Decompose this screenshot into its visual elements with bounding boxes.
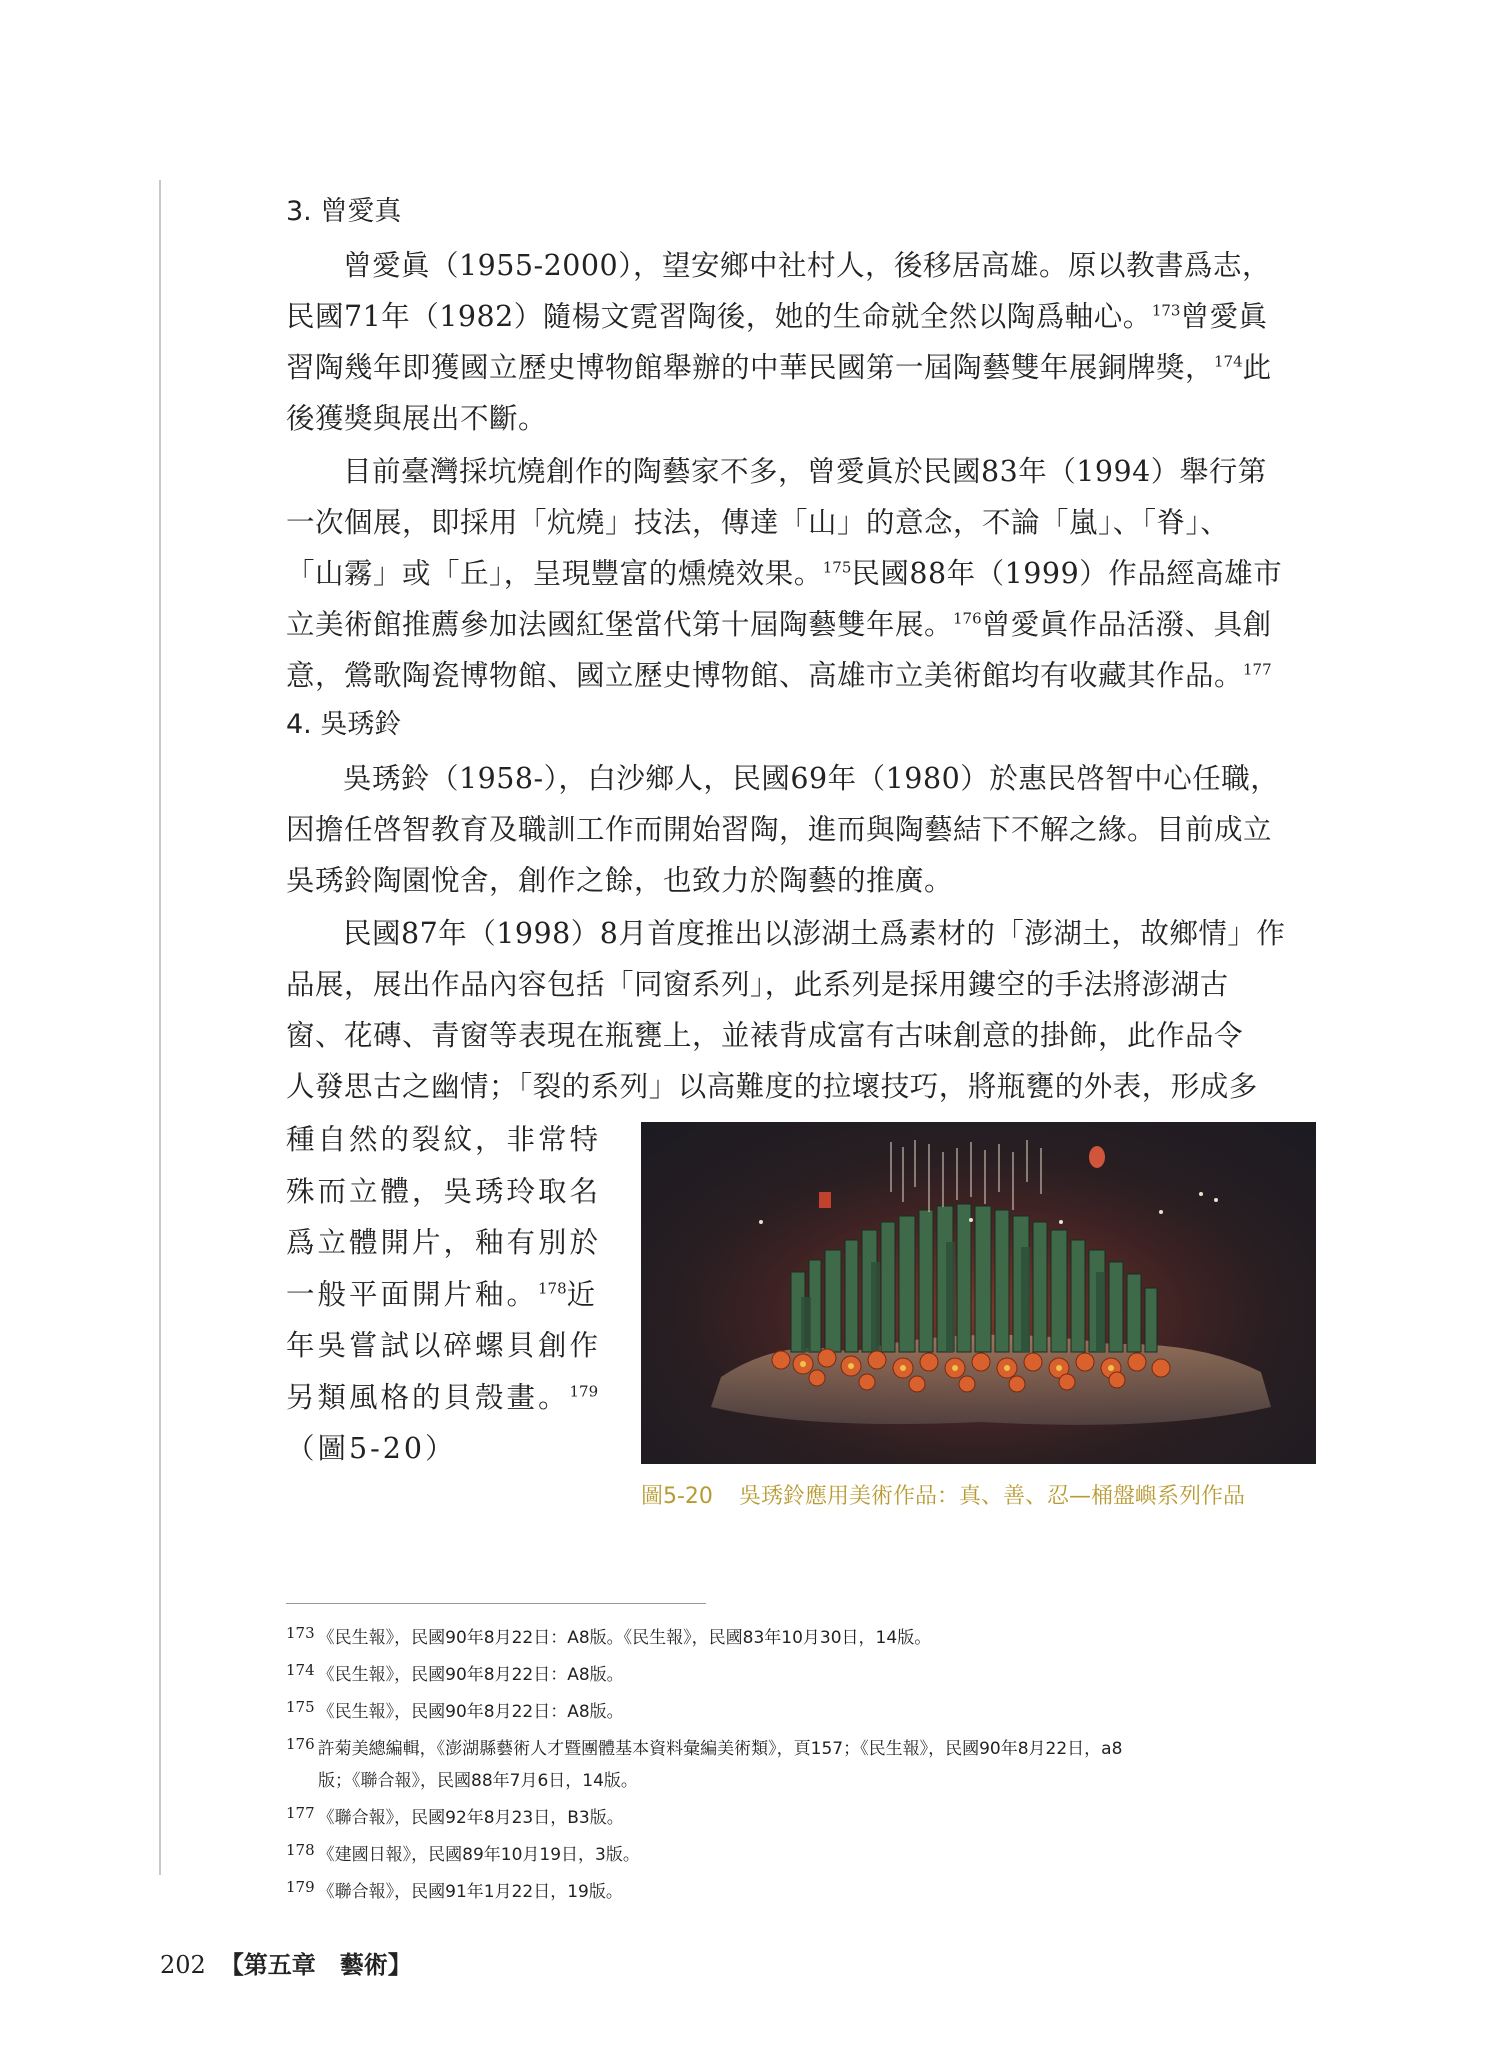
margin-rule bbox=[159, 180, 161, 1875]
footnote-text: 許菊美總編輯，《澎湖縣藝術人才暨團體基本資料彙編美術類》，頁157；《民生報》，民國90年8月22日，a8 bbox=[317, 1739, 1123, 1759]
text-line bbox=[286, 1269, 616, 1321]
text-span: 立美術館推薦參加法國紅堡當代第十屆陶藝雙年展。 bbox=[286, 608, 954, 641]
section-heading-3: 3. 曾愛真 bbox=[286, 196, 402, 227]
text-line: 民國87年（1998）8月首度推出以澎湖土爲素材的「澎湖土，故鄉情」作 bbox=[343, 917, 1286, 950]
artwork-image bbox=[641, 1122, 1316, 1464]
footnote-number: 176 bbox=[286, 1735, 315, 1753]
footnotes bbox=[286, 1617, 1316, 1908]
footnote-text: 《聯合報》，民國92年8月23日，B3版。 bbox=[317, 1808, 624, 1828]
footnote-ref[interactable]: 174 bbox=[1214, 352, 1243, 371]
text-span: 曾愛眞 bbox=[1180, 300, 1268, 333]
paragraph bbox=[286, 908, 1316, 1112]
text-span: 另類風格的貝殼畫。 bbox=[286, 1380, 570, 1414]
footnote-number: 178 bbox=[286, 1841, 315, 1859]
footnote-ref[interactable]: 177 bbox=[1243, 660, 1272, 679]
footnote-ref[interactable]: 175 bbox=[822, 558, 852, 577]
footnote-ref[interactable]: 179 bbox=[569, 1382, 599, 1400]
text-line: 目前臺灣採坑燒創作的陶藝家不多，曾愛眞於民國83年（1994）舉行第 bbox=[343, 455, 1267, 488]
footnote-number: 173 bbox=[286, 1624, 315, 1642]
text-line bbox=[286, 548, 1316, 599]
text-line: 品展，展出作品內容包括「同窗系列」，此系列是採用鏤空的手法將澎湖古 bbox=[286, 968, 1229, 1001]
main-content bbox=[286, 190, 1316, 1509]
text-line bbox=[286, 342, 1316, 393]
footnote-number: 179 bbox=[286, 1878, 315, 1896]
footnote-number: 174 bbox=[286, 1661, 315, 1679]
artwork-illustration bbox=[641, 1122, 1316, 1464]
text-line bbox=[286, 291, 1316, 342]
footnote-item bbox=[286, 1691, 1316, 1728]
footnote-item bbox=[286, 1654, 1316, 1691]
text-line: 年吳嘗試以碎螺貝創作 bbox=[286, 1329, 602, 1362]
text-span: 「山霧」或「丘」，呈現豐富的燻燒效果。 bbox=[286, 557, 823, 590]
text-line bbox=[286, 599, 1316, 650]
text-span: 民國71年（1982）隨楊文霓習陶後，她的生命就全然以陶爲軸心。 bbox=[286, 300, 1152, 333]
footnote-ref[interactable]: 176 bbox=[953, 609, 982, 628]
footnote-number: 175 bbox=[286, 1698, 315, 1716]
text-line: 爲立體開片，釉有別於 bbox=[286, 1226, 602, 1259]
text-line: 吳琇鈴（1958-），白沙鄉人，民國69年（1980）於惠民啓智中心任職， bbox=[343, 762, 1280, 795]
text-line: 吳琇鈴陶園悅舍，創作之餘，也致力於陶藝的推廣。 bbox=[286, 864, 954, 897]
paragraph bbox=[286, 753, 1316, 906]
text-line: 曾愛眞（1955-2000），望安鄉中社村人，後移居高雄。原以教書爲志， bbox=[343, 249, 1271, 282]
footnote-number: 177 bbox=[286, 1804, 315, 1822]
section-heading-4: 4. 吳琇鈴 bbox=[286, 709, 402, 740]
footnote-text: 《建國日報》，民國89年10月19日，3版。 bbox=[317, 1845, 640, 1865]
page-footer bbox=[160, 1945, 412, 1980]
footnote-text: 《民生報》，民國90年8月22日：A8版。 bbox=[317, 1702, 624, 1722]
caption-text: 吳琇鈴應用美術作品：真、善、忍—桶盤嶼系列作品 bbox=[738, 1484, 1245, 1509]
text-line: 窗、花磚、青窗等表現在瓶甕上，並裱背成富有古味創意的掛飾，此作品令 bbox=[286, 1019, 1244, 1052]
footnote-text: 《民生報》，民國90年8月22日：A8版。《民生報》，民國83年10月30日，14版。 bbox=[317, 1628, 932, 1648]
footnote-ref[interactable]: 178 bbox=[538, 1279, 567, 1297]
text-line: 一次個展，即採用「炕燒」技法，傳達「山」的意念，不論「嵐」、「脊」、 bbox=[286, 506, 1230, 539]
text-line: 種自然的裂紋，非常特 bbox=[286, 1123, 602, 1156]
text-span: 曾愛眞作品活潑、具創 bbox=[981, 608, 1272, 641]
footnote-ref[interactable]: 173 bbox=[1151, 301, 1181, 320]
text-line: 因擔任啓智教育及職訓工作而開始習陶，進而與陶藝結下不解之緣。目前成立 bbox=[286, 813, 1273, 846]
paragraph bbox=[286, 446, 1316, 701]
caption-label: 圖5-20 bbox=[641, 1484, 713, 1509]
wrapped-text bbox=[286, 1114, 616, 1475]
footnote-item bbox=[286, 1728, 1316, 1765]
text-span: 一般平面開片釉。 bbox=[286, 1277, 539, 1311]
footnote-divider bbox=[286, 1603, 706, 1604]
page-number: 202 bbox=[160, 1951, 206, 1979]
footnote-text: 《民生報》，民國90年8月22日：A8版。 bbox=[317, 1665, 624, 1685]
text-span: 意，鶯歌陶瓷博物館、國立歷史博物館、高雄市立美術館均有收藏其作品。 bbox=[286, 659, 1244, 692]
footnote-text: 《聯合報》，民國91年1月22日，19版。 bbox=[317, 1882, 623, 1902]
text-line: （圖5-20） bbox=[286, 1432, 457, 1465]
text-span: 此 bbox=[1242, 351, 1272, 384]
text-span: 近 bbox=[566, 1277, 599, 1311]
text-line: 人發思古之幽情；「裂的系列」以高難度的拉壞技巧，將瓶甕的外表，形成多 bbox=[286, 1070, 1258, 1103]
footnote-item bbox=[286, 1871, 1316, 1908]
text-line: 殊而立體，吳琇玲取名 bbox=[286, 1174, 602, 1208]
figure-caption bbox=[641, 1479, 1316, 1510]
footnote-item bbox=[286, 1617, 1316, 1654]
text-span: 習陶幾年即獲國立歷史博物館舉辦的中華民國第一屆陶藝雙年展銅牌獎， bbox=[286, 351, 1215, 384]
text-line: 後獲獎與展出不斷。 bbox=[286, 402, 548, 435]
footnote-item bbox=[286, 1797, 1316, 1834]
paragraph bbox=[286, 240, 1316, 444]
chapter-title: 【第五章 藝術】 bbox=[219, 1950, 412, 1979]
figure-wrap-block bbox=[286, 1114, 1316, 1509]
text-span: 民國88年（1999）作品經高雄市 bbox=[851, 557, 1283, 590]
text-line bbox=[286, 650, 1316, 701]
footnote-item bbox=[286, 1834, 1316, 1871]
footnote-continuation: 版；《聯合報》，民國88年7月6日，14版。 bbox=[318, 1771, 638, 1791]
text-line bbox=[286, 1372, 616, 1424]
